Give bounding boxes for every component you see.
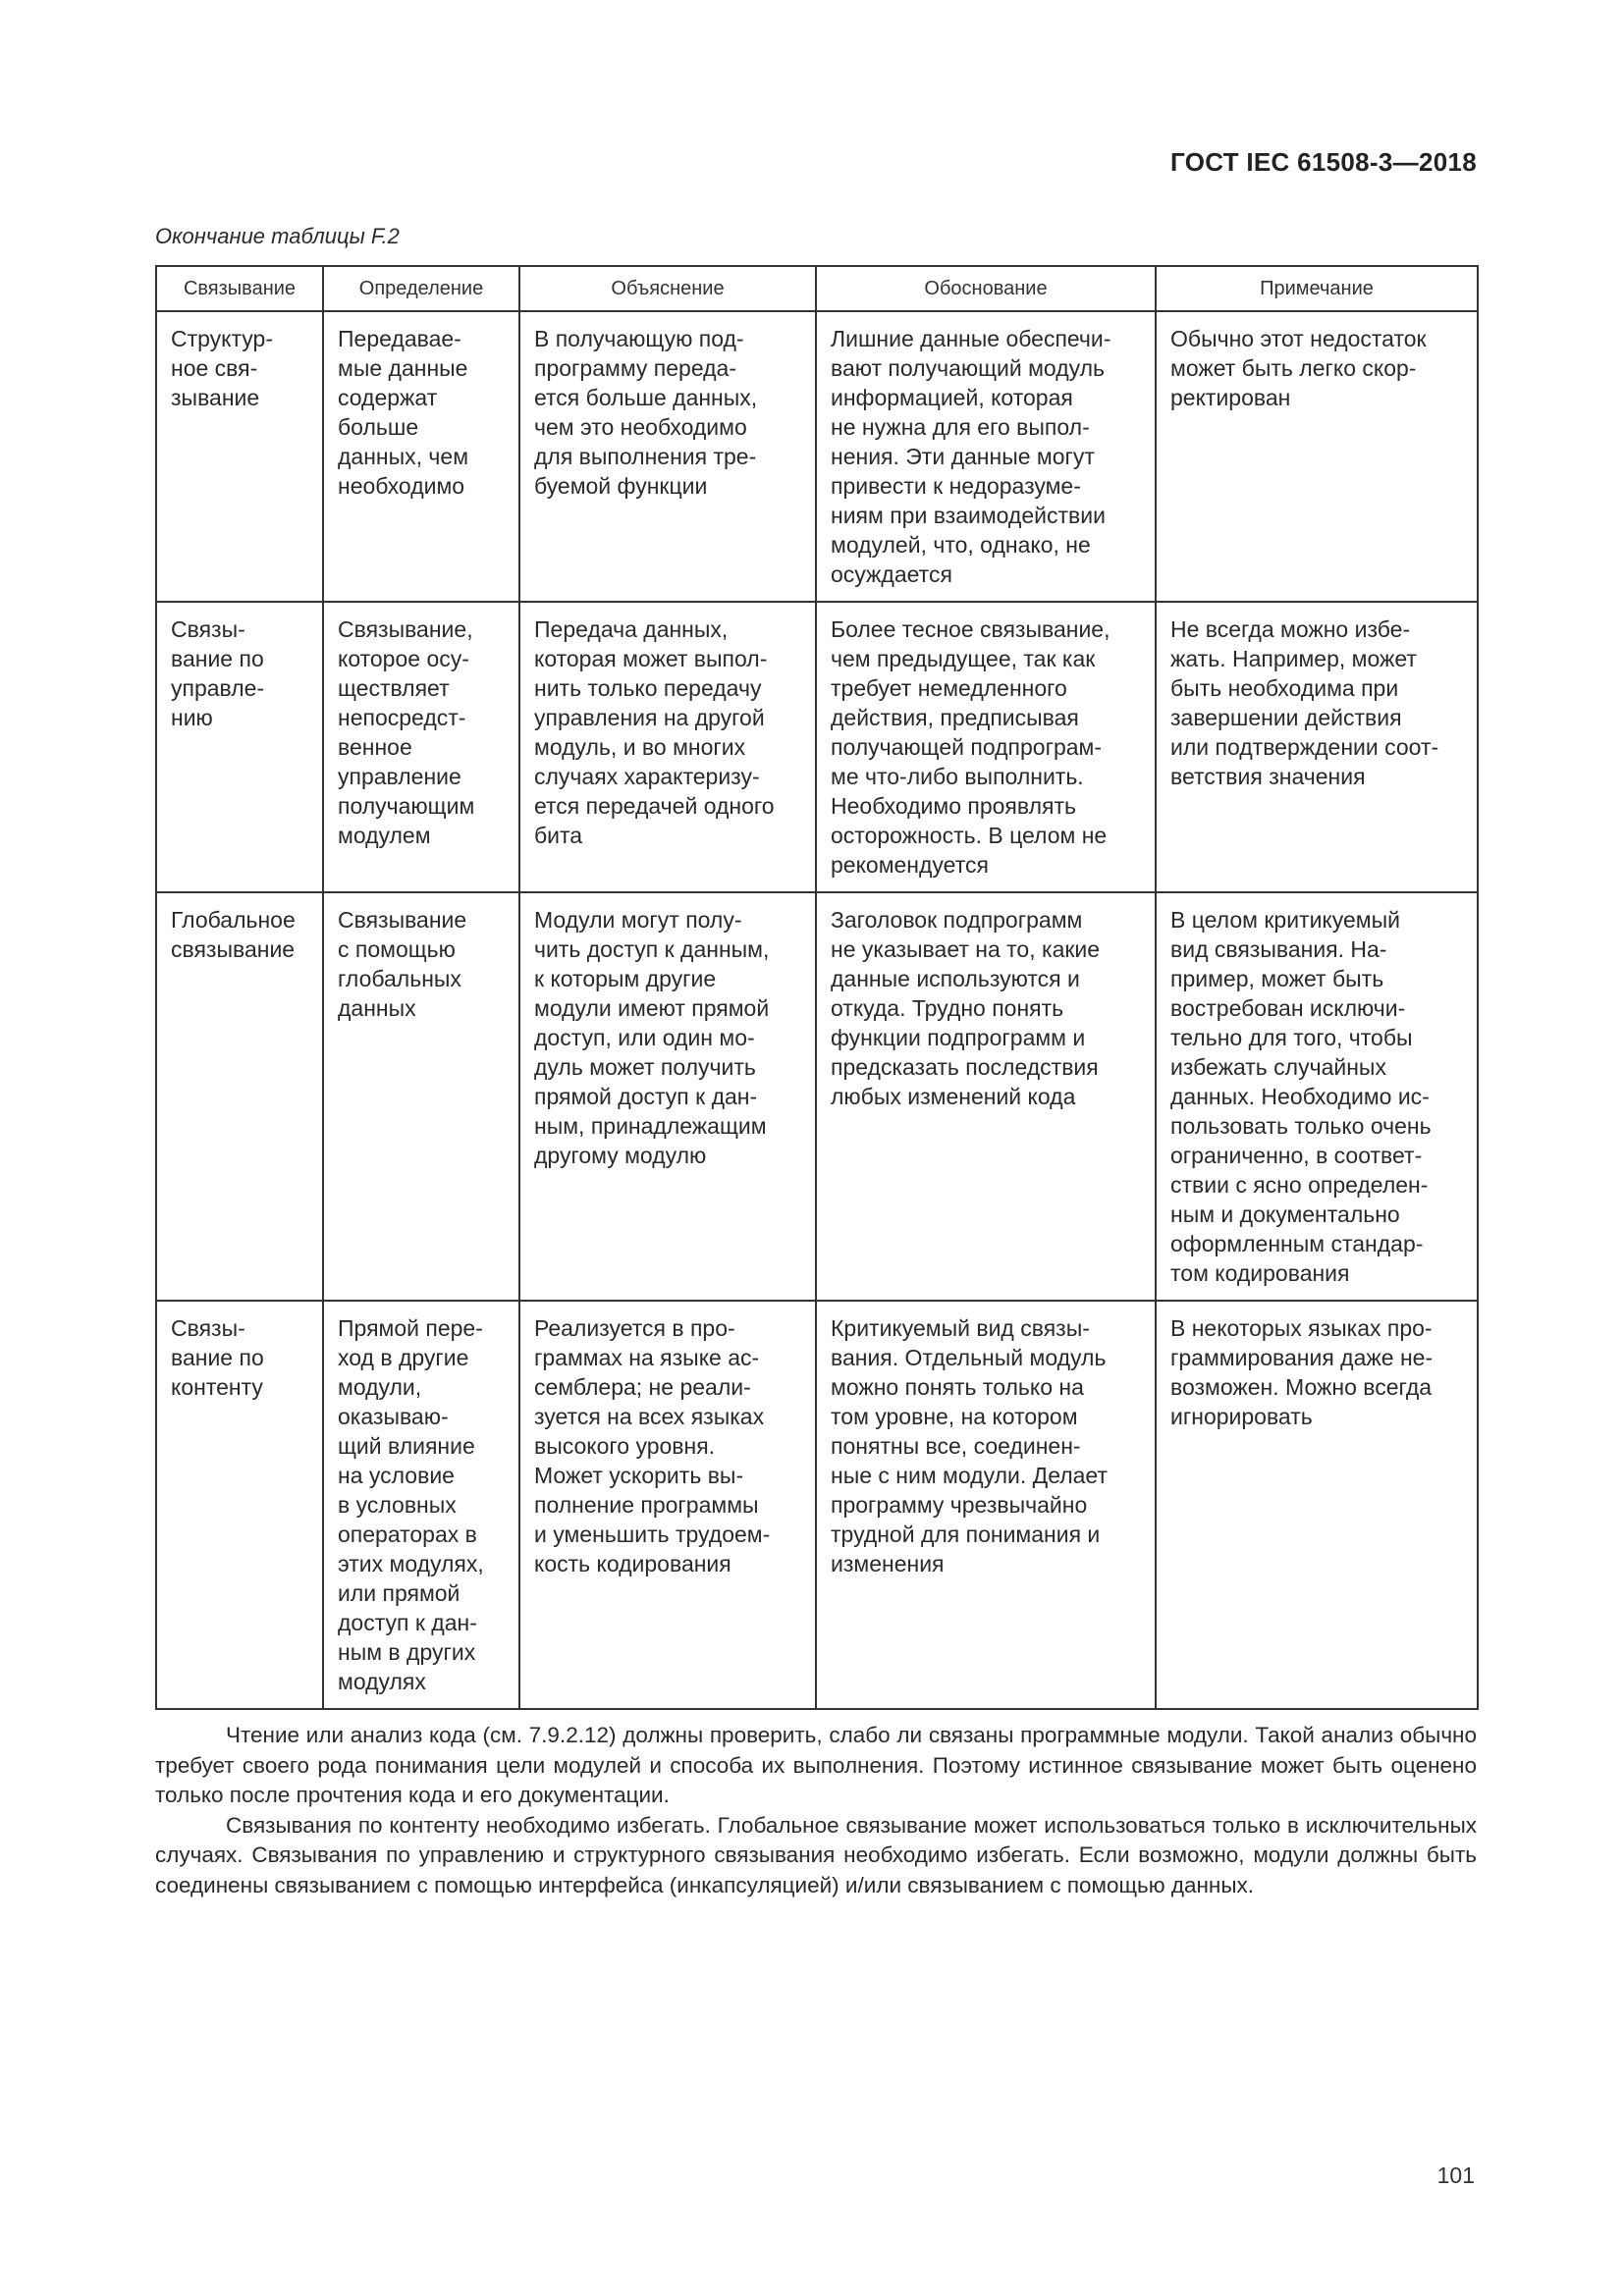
cell-note [1156, 602, 1478, 892]
cell-text: В некоторых языках про- граммирования даже не- возможен. Можно всегда игнорировать [1170, 1315, 1434, 1429]
table-row [156, 602, 1478, 892]
cell-text: Прямой пере- ход в другие модули, оказываю- щий влияние на условие в условных операторах в этих модулях, или прямой доступ к дан- ным в других модулях [338, 1315, 484, 1694]
document-standard-title: ГОСТ IEC 61508-3—2018 [1170, 147, 1477, 177]
table-caption: Окончание таблицы F.2 [155, 224, 400, 248]
body-text [155, 1721, 1477, 1900]
cell-note [1156, 1301, 1478, 1709]
cell-text: Связы- вание по управле- нию [171, 616, 265, 730]
cell-text: Более тесное связывание, чем предыдущее, так как требует немедленного действия, предписывая получающей подпрограм- ме что-либо выполнить. Необходимо проявлять осторожность. В целом не рекомендуется [831, 616, 1110, 878]
cell-text: Структур- ное свя- зывание [171, 326, 273, 410]
column-header-note: Примечание [1156, 266, 1478, 311]
paragraph: Чтение или анализ кода (см. 7.9.2.12) должны проверить, слабо ли связаны программные модули. Такой анализ обычно требует своего рода понимания цели модулей и способа их выполнения. Поэтому истинное связывание может быть оценено только после прочтения кода и его документации. [155, 1723, 1477, 1807]
column-header-explanation: Объяснение [519, 266, 816, 311]
page-number: 101 [1436, 2163, 1475, 2188]
cell-text: Критикуемый вид связы- вания. Отдельный модуль можно понять только на том уровне, на котором понятны все, соединен- ные с ним модули. Делает программу чрезвычайно трудной для понимания и изменения [831, 1315, 1108, 1576]
column-header-justification: Обоснование [816, 266, 1156, 311]
table-row [156, 311, 1478, 602]
cell-coupling [156, 1301, 323, 1709]
cell-justification [816, 602, 1156, 892]
cell-explanation [519, 1301, 816, 1709]
cell-justification [816, 1301, 1156, 1709]
cell-text: Не всегда можно избе- жать. Например, может быть необходима при завершении действия или подтверждении соот- ветствия значения [1170, 616, 1439, 789]
column-header-definition: Определение [323, 266, 519, 311]
cell-text: В целом критикуемый вид связывания. На- пример, может быть востребован исключи- тельно для того, чтобы избежать случайных данных. Необходимо ис- пользовать только очень ограниченно, в соответ- ствии с ясно определен- ным и документально оформленным стандар- том кодирования [1170, 907, 1432, 1286]
cell-text: Передача данных, которая может выпол- нить только передачу управления на другой модуль, и во многих случаях характеризу- ется передачей одного бита [534, 616, 775, 848]
cell-definition [323, 1301, 519, 1709]
paragraph: Связывания по контенту необходимо избегать. Глобальное связывание может использоваться только в исключительных случаях. Связывания по управлению и структурного связывания необходимо избегать. Если возможно, модули должны быть соединены связыванием с помощью интерфейса (инкапсуляцией) и/или связыванием с помощью данных. [155, 1812, 1477, 1897]
cell-text: Глобальное связывание [171, 907, 296, 962]
cell-text: Связывание с помощью глобальных данных [338, 907, 467, 1021]
cell-coupling [156, 602, 323, 892]
cell-definition [323, 311, 519, 602]
cell-note [1156, 892, 1478, 1301]
cell-text: Обычно этот недостаток может быть легко скор- ректирован [1170, 326, 1427, 410]
cell-coupling [156, 311, 323, 602]
cell-definition [323, 602, 519, 892]
table-row [156, 892, 1478, 1301]
cell-explanation [519, 892, 816, 1301]
cell-text: Передавае- мые данные содержат больше данных, чем необходимо [338, 326, 469, 499]
table-row [156, 1301, 1478, 1709]
cell-text: В получающую под- программу переда- ется больше данных, чем это необходимо для выполнения тре- буемой функции [534, 326, 758, 499]
cell-text: Заголовок подпрограмм не указывает на то, какие данные используются и откуда. Трудно понять функции подпрограмм и предсказать последствия любых изменений кода [831, 907, 1101, 1109]
cell-text: Связы- вание по контенту [171, 1315, 264, 1400]
cell-note [1156, 311, 1478, 602]
cell-definition [323, 892, 519, 1301]
cell-coupling [156, 892, 323, 1301]
table-header-row [156, 266, 1478, 311]
column-header-coupling: Связывание [156, 266, 323, 311]
cell-text: Реализуется в про- граммах на языке ас- семблера; не реали- зуется на всех языках высокого уровня. Может ускорить вы- полнение программы и уменьшить трудоем- кость кодирования [534, 1315, 771, 1576]
coupling-table [155, 265, 1479, 1710]
cell-explanation [519, 311, 816, 602]
cell-explanation [519, 602, 816, 892]
cell-justification [816, 311, 1156, 602]
cell-text: Связывание, которое осу- ществляет непосредст- венное управление получающим модулем [338, 616, 475, 848]
cell-justification [816, 892, 1156, 1301]
cell-text: Модули могут полу- чить доступ к данным, к которым другие модули имеют прямой доступ, или один мо- дуль может получить прямой доступ к дан- ным, принадлежащим другому модулю [534, 907, 770, 1168]
cell-text: Лишние данные обеспечи- вают получающий модуль информацией, которая не нужна для его выпол- нения. Эти данные могут привести к недоразуме- ниям при взаимодействии модулей, что, однако, не осуждается [831, 326, 1111, 587]
